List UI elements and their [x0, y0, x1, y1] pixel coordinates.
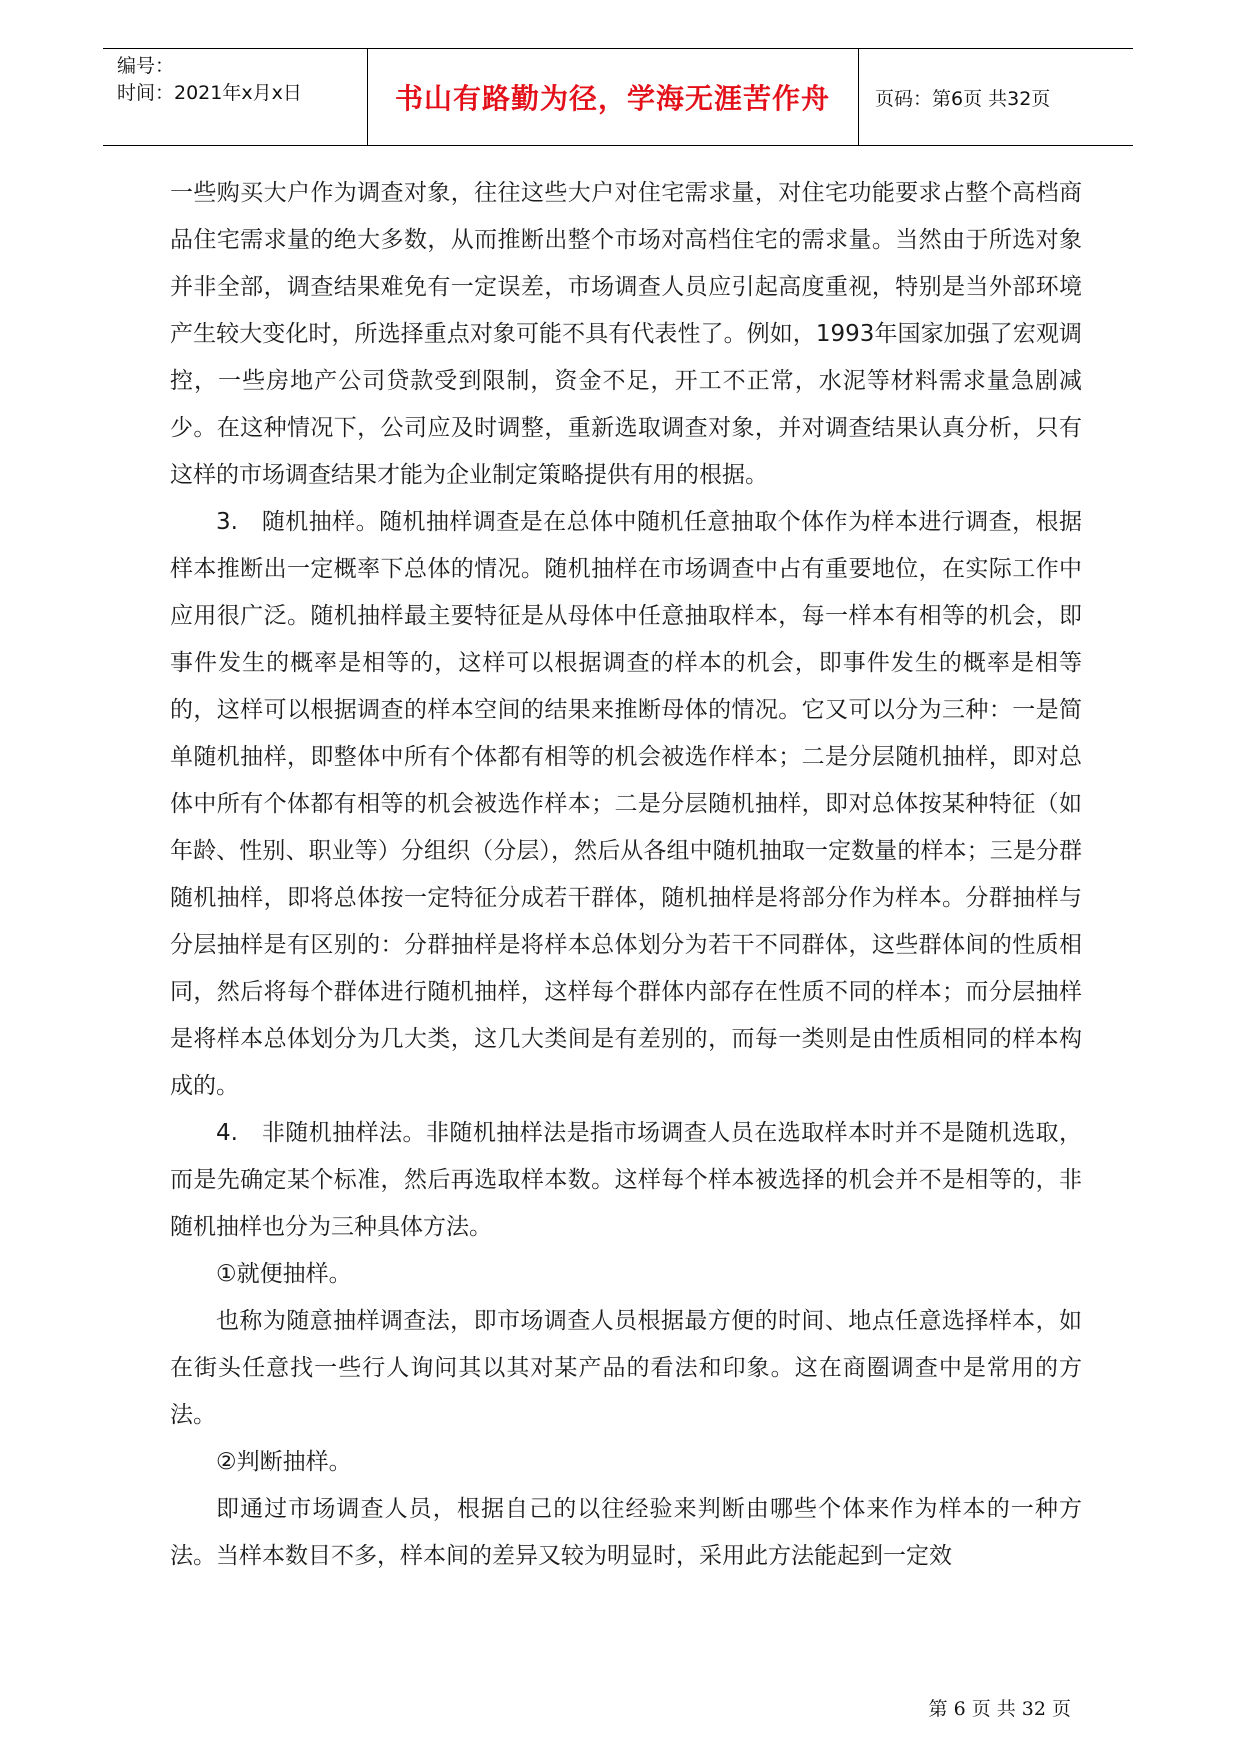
header-motto: 书山有路勤为径，学海无涯苦作舟 [394, 82, 830, 115]
page-header [103, 48, 1133, 146]
body-paragraph: 3. 随机抽样。随机抽样调查是在总体中随机任意抽取个体作为样本进行调查，根据样本推断出一定概率下总体的情况。随机抽样在市场调查中占有重要地位，在实际工作中应用很广泛。随机抽样最主要特征是从母体中任意抽取样本，每一样本有相等的机会，即事件发生的概率是相等的，这样可以根据调查的样本的机会，即事件发生的概率是相等的，这样可以根据调查的样本空间的结果来推断母体的情况。它又可以分为三种：一是简单随机抽样，即整体中所有个体都有相等的机会被选作样本；二是分层随机抽样，即对总体中所有个体都有相等的机会被选作样本；二是分层随机抽样，即对总体按某种特征（如年龄、性别、职业等）分组织（分层），然后从各组中随机抽取一定数量的样本；三是分群随机抽样，即将总体按一定特征分成若干群体，随机抽样是将部分作为样本。分群抽样与分层抽样是有区别的：分群抽样是将样本总体划分为若干不同群体，这些群体间的性质相同，然后将每个群体进行随机抽样，这样每个群体内部存在性质不同的样本；而分层抽样是将样本总体划分为几大类，这几大类间是有差别的，而每一类则是由性质相同的样本构成的。 [170, 509, 1082, 1099]
document-number-label: 编号： [117, 55, 175, 77]
subsection-heading: ①就便抽样。 [216, 1261, 352, 1287]
document-body [170, 170, 1082, 1580]
body-paragraph: 一些购买大户作为调查对象，往往这些大户对住宅需求量，对住宅功能要求占整个高档商品住宅需求量的绝大多数，从而推断出整个市场对高档住宅的需求量。当然由于所选对象并非全部，调查结果难免有一定误差，市场调查人员应引起高度重视，特别是当外部环境产生较大变化时，所选择重点对象可能不具有代表性了。例如，1993年国家加强了宏观调控，一些房地产公司贷款受到限制，资金不足，开工不正常，水泥等材料需求量急剧减少。在这种情况下，公司应及时调整，重新选取调查对象，并对调查结果认真分析，只有这样的市场调查结果才能为企业制定策略提供有用的根据。 [170, 180, 1082, 488]
header-divider [858, 49, 859, 145]
header-meta [117, 53, 302, 107]
document-date-label: 时间：2021年x月x日 [117, 82, 302, 104]
page-footer: 第 6 页 共 32 页 [928, 1698, 1071, 1720]
body-paragraph: 4. 非随机抽样法。非随机抽样法是指市场调查人员在选取样本时并不是随机选取，而是先确定某个标准，然后再选取样本数。这样每个样本被选择的机会并不是相等的，非随机抽样也分为三种具体方法。 [170, 1120, 1082, 1240]
header-page-info: 页码：第6页 共32页 [875, 87, 1051, 110]
body-paragraph: 也称为随意抽样调查法，即市场调查人员根据最方便的时间、地点任意选择样本，如在街头任意找一些行人询问其以其对某产品的看法和印象。这在商圈调查中是常用的方法。 [170, 1308, 1082, 1428]
body-paragraph: 即通过市场调查人员，根据自己的以往经验来判断由哪些个体来作为样本的一种方法。当样本数目不多，样本间的差异又较为明显时，采用此方法能起到一定效 [170, 1496, 1082, 1569]
subsection-heading: ②判断抽样。 [216, 1449, 352, 1475]
